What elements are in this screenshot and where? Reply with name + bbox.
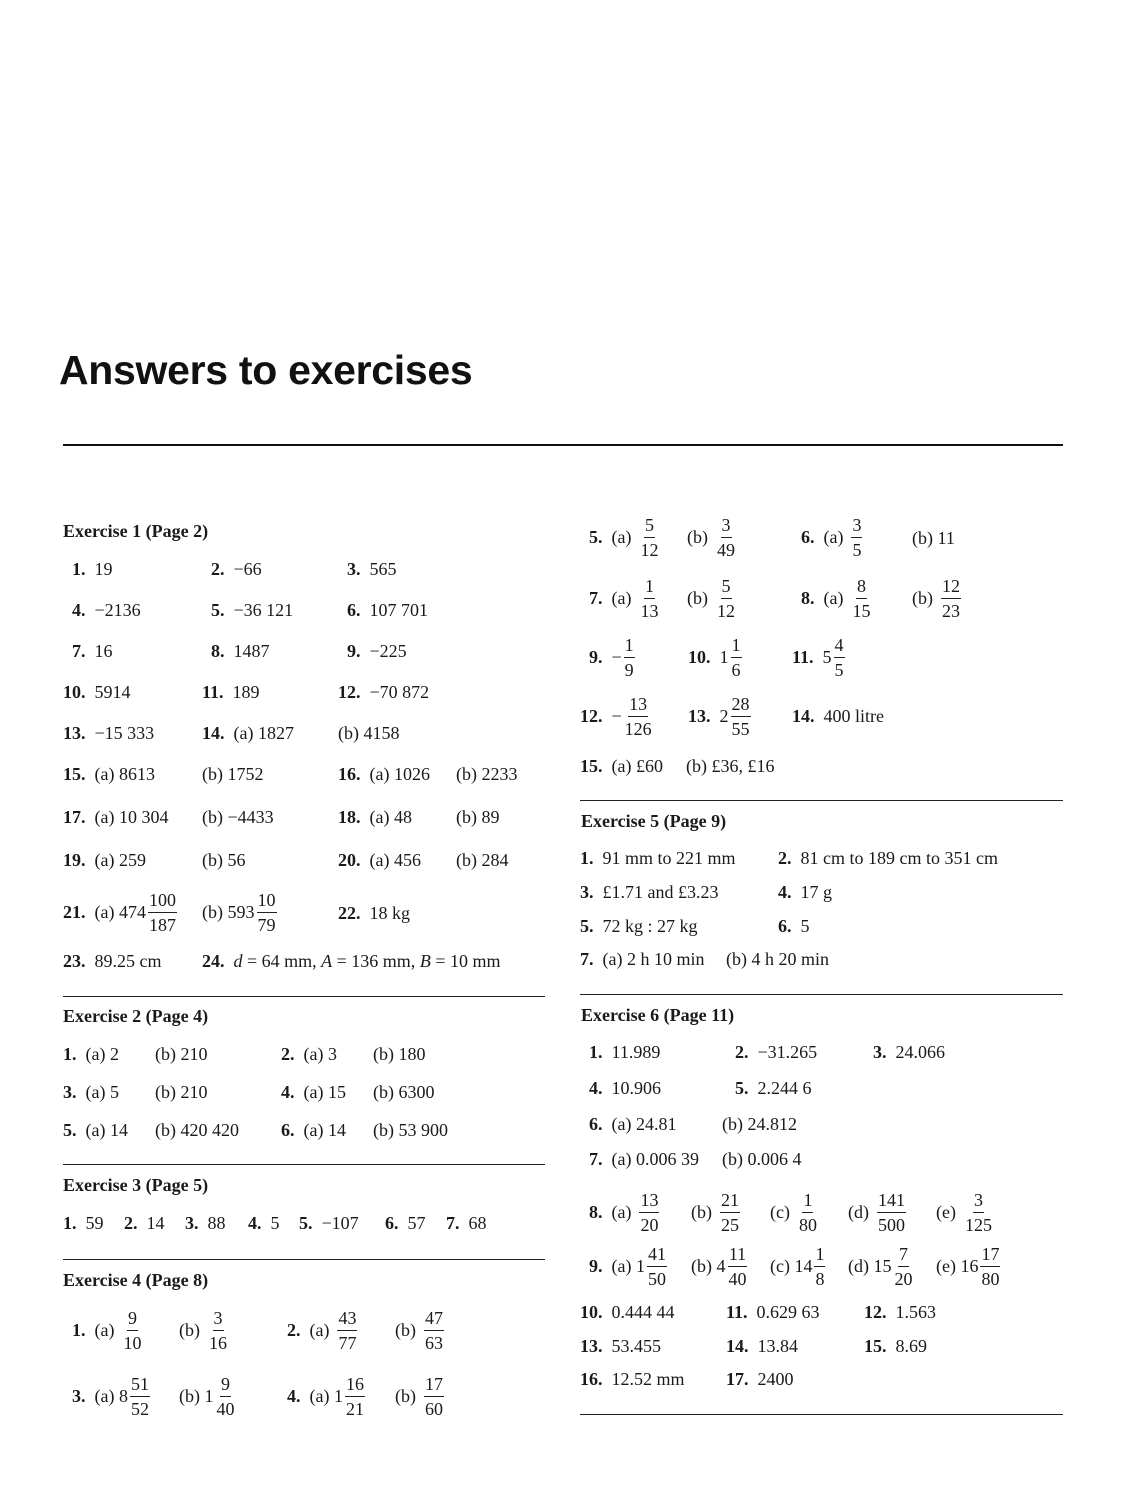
ex6-answer-9d: (d) 15 7 20	[848, 1243, 913, 1289]
ex4-answer-4: 4. (a) 1 16 21	[287, 1373, 364, 1419]
fraction: 1 80	[798, 1189, 817, 1235]
fraction: 5 12	[717, 575, 735, 621]
ex6-answer-11: 11. 0.629 63	[726, 1302, 820, 1322]
exercise-3-heading: Exercise 3 (Page 5)	[63, 1175, 209, 1195]
ex6-answer-1: 1. 11.989	[589, 1042, 661, 1062]
ex2-answer-5: 5. (a) 14	[63, 1120, 128, 1140]
ex1-answer-15b: (b) 1752	[202, 764, 264, 784]
fraction: 8 15	[852, 575, 871, 621]
ex1-answer-8: 8. 1487	[211, 641, 270, 661]
ex1-answer-1: 1. 19	[72, 559, 113, 579]
ex5-answer-7: 7. (a) 2 h 10 min	[580, 949, 705, 969]
ex4-answer-8b: (b) 12 23	[912, 575, 960, 621]
fraction: 9 40	[216, 1373, 235, 1419]
fraction: 7 20	[894, 1243, 913, 1289]
fraction: 28 55	[731, 693, 750, 739]
ex3-answer-5: 5. −107	[299, 1213, 359, 1233]
fraction: 3 49	[717, 514, 735, 560]
fraction: 9 10	[123, 1307, 142, 1353]
ex1-answer-7: 7. 16	[72, 641, 113, 661]
ex1-answer-24: 24. d = 64 mm, A = 136 mm, B = 10 mm	[202, 951, 501, 971]
ex1-answer-20b: (b) 284	[456, 850, 509, 870]
ex4-answer-3b: (b) 1 9 40	[179, 1373, 235, 1419]
ex4-answer-6: 6. (a) 3 5	[801, 514, 862, 560]
ex1-answer-17: 17. (a) 10 304	[63, 807, 169, 827]
fraction: 21 25	[721, 1189, 739, 1235]
section-divider	[63, 1259, 545, 1260]
ex4-answer-2b: (b) 47 63	[395, 1307, 443, 1353]
ex6-answer-9: 9. (a) 1 41 50	[589, 1243, 666, 1289]
ex2-answer-6b: (b) 53 900	[373, 1120, 448, 1140]
fraction: 1 8	[815, 1243, 825, 1289]
ex4-answer-2: 2. (a) 43 77	[287, 1307, 357, 1353]
fraction: 51 52	[130, 1373, 149, 1419]
ex3-answer-4: 4. 5	[248, 1213, 280, 1233]
ex2-answer-3: 3. (a) 5	[63, 1082, 119, 1102]
ex1-answer-10: 10. 5914	[63, 682, 131, 702]
ex6-answer-13: 13. 53.455	[580, 1336, 661, 1356]
ex6-answer-12: 12. 1.563	[864, 1302, 936, 1322]
exercise-4-heading: Exercise 4 (Page 8)	[63, 1270, 209, 1290]
fraction: 11 40	[728, 1243, 747, 1289]
fraction: 5 12	[640, 514, 659, 560]
exercise-6-heading: Exercise 6 (Page 11)	[581, 1005, 735, 1025]
fraction: 16 21	[345, 1373, 364, 1419]
section-divider	[63, 996, 545, 997]
ex4-answer-15: 15. (a) £60	[580, 756, 663, 776]
ex4-answer-1: 1. (a) 9 10	[72, 1307, 142, 1353]
ex5-answer-1: 1. 91 mm to 221 mm	[580, 848, 736, 868]
fraction: 1 6	[731, 634, 741, 680]
ex4-answer-4b: (b) 17 60	[395, 1373, 443, 1419]
ex5-answer-5: 5. 72 kg : 27 kg	[580, 916, 698, 936]
fraction: 17 60	[425, 1373, 443, 1419]
ex2-answer-3b: (b) 210	[155, 1082, 208, 1102]
ex1-answer-11: 11. 189	[202, 682, 260, 702]
ex4-answer-11: 11. 5 4 5	[792, 634, 844, 680]
ex6-answer-6: 6. (a) 24.81	[589, 1114, 677, 1134]
ex3-answer-1: 1. 59	[63, 1213, 104, 1233]
ex1-answer-21b: (b) 593 10 79	[202, 889, 276, 935]
ex6-answer-8e: (e) 3 125	[936, 1189, 992, 1235]
ex2-answer-1: 1. (a) 2	[63, 1044, 119, 1064]
ex4-answer-7b: (b) 5 12	[687, 575, 735, 621]
ex3-answer-3: 3. 88	[185, 1213, 226, 1233]
ex1-answer-15: 15. (a) 8613	[63, 764, 155, 784]
fraction: 100 187	[148, 889, 176, 935]
ex5-answer-3: 3. £1.71 and £3.23	[580, 882, 719, 902]
ex1-answer-14b: (b) 4158	[338, 723, 400, 743]
ex5-answer-4: 4. 17 g	[778, 882, 832, 902]
fraction: 17 80	[981, 1243, 1000, 1289]
ex1-answer-19: 19. (a) 259	[63, 850, 146, 870]
ex4-answer-5: 5. (a) 5 12	[589, 514, 659, 560]
fraction: 3 125	[964, 1189, 992, 1235]
ex4-answer-6b: (b) 11	[912, 528, 955, 548]
ex5-answer-7b: (b) 4 h 20 min	[726, 949, 829, 969]
ex1-answer-18: 18. (a) 48	[338, 807, 412, 827]
fraction: 10 79	[257, 889, 276, 935]
ex6-answer-5: 5. 2.244 6	[735, 1078, 812, 1098]
ex6-answer-8: 8. (a) 13 20	[589, 1189, 659, 1235]
ex4-answer-1b: (b) 3 16	[179, 1307, 227, 1353]
ex6-answer-6b: (b) 24.812	[722, 1114, 797, 1134]
ex6-answer-17: 17. 2400	[726, 1369, 794, 1389]
ex1-answer-4: 4. −2136	[72, 600, 141, 620]
section-divider	[63, 1164, 545, 1165]
ex2-answer-1b: (b) 210	[155, 1044, 208, 1064]
ex6-answer-14: 14. 13.84	[726, 1336, 798, 1356]
ex2-answer-5b: (b) 420 420	[155, 1120, 239, 1140]
ex1-answer-9: 9. −225	[347, 641, 407, 661]
ex6-answer-8c: (c) 1 80	[770, 1189, 817, 1235]
ex3-answer-6: 6. 57	[385, 1213, 426, 1233]
ex4-answer-14: 14. 400 litre	[792, 706, 884, 726]
ex1-answer-22: 22. 18 kg	[338, 903, 410, 923]
ex3-answer-7: 7. 68	[446, 1213, 487, 1233]
fraction: $\frac{1}{9}$	[624, 634, 634, 680]
ex6-answer-9c: (c) 14 1 8	[770, 1243, 825, 1289]
fraction: 43 77	[338, 1307, 357, 1353]
section-divider	[580, 800, 1063, 801]
section-divider	[580, 1414, 1063, 1415]
ex6-answer-4: 4. 10.906	[589, 1078, 661, 1098]
ex4-answer-15b: (b) £36, £16	[686, 756, 775, 776]
fraction: 3 16	[209, 1307, 227, 1353]
ex5-answer-2: 2. 81 cm to 189 cm to 351 cm	[778, 848, 998, 868]
ex2-answer-4: 4. (a) 15	[281, 1082, 346, 1102]
fraction: 1 13	[640, 575, 659, 621]
ex6-answer-7b: (b) 0.006 4	[722, 1149, 802, 1169]
exercise-2-heading: Exercise 2 (Page 4)	[63, 1006, 209, 1026]
fraction: 3 5	[852, 514, 862, 560]
ex3-answer-2: 2. 14	[124, 1213, 165, 1233]
ex1-answer-2: 2. −66	[211, 559, 262, 579]
ex1-answer-20: 20. (a) 456	[338, 850, 421, 870]
exercise-5-heading: Exercise 5 (Page 9)	[581, 811, 727, 831]
ex6-answer-16: 16. 12.52 mm	[580, 1369, 685, 1389]
fraction: 13 20	[640, 1189, 659, 1235]
ex1-answer-18b: (b) 89	[456, 807, 500, 827]
fraction: 41 50	[647, 1243, 666, 1289]
ex6-answer-7: 7. (a) 0.006 39	[589, 1149, 699, 1169]
ex6-answer-10: 10. 0.444 44	[580, 1302, 675, 1322]
ex1-answer-5: 5. −36 121	[211, 600, 294, 620]
ex1-answer-13: 13. −15 333	[63, 723, 155, 743]
ex2-answer-4b: (b) 6300	[373, 1082, 435, 1102]
ex1-answer-12: 12. −70 872	[338, 682, 430, 702]
ex6-answer-2: 2. −31.265	[735, 1042, 818, 1062]
ex1-answer-6: 6. 107 701	[347, 600, 428, 620]
page-title: Answers to exercises	[59, 347, 473, 393]
ex4-answer-5b: (b) 3 49	[687, 514, 735, 560]
section-divider	[580, 994, 1063, 995]
ex1-answer-19b: (b) 56	[202, 850, 246, 870]
ex4-answer-10: 10. 1 1 6	[688, 634, 741, 680]
ex1-answer-16b: (b) 2233	[456, 764, 518, 784]
ex6-answer-15: 15. 8.69	[864, 1336, 927, 1356]
ex1-answer-23: 23. 89.25 cm	[63, 951, 162, 971]
fraction: 4 5	[834, 634, 844, 680]
ex1-answer-3: 3. 565	[347, 559, 397, 579]
ex4-answer-7: 7. (a) 1 13	[589, 575, 659, 621]
exercise-1-heading: Exercise 1 (Page 2)	[63, 521, 209, 541]
ex4-answer-3: 3. (a) 8 51 52	[72, 1373, 149, 1419]
fraction: 141 500	[878, 1189, 905, 1235]
ex6-answer-9e: (e) 16 17 80	[936, 1243, 1000, 1289]
ex6-answer-8b: (b) 21 25	[691, 1189, 739, 1235]
ex2-answer-6: 6. (a) 14	[281, 1120, 346, 1140]
ex6-answer-9b: (b) 4 11 40	[691, 1243, 747, 1289]
ex5-answer-6: 6. 5	[778, 916, 810, 936]
ex4-answer-12: 12. − $\frac{13}{126}$	[580, 693, 652, 739]
fraction: 47 63	[425, 1307, 443, 1353]
ex4-answer-8: 8. (a) 8 15	[801, 575, 871, 621]
fraction: 12 23	[942, 575, 960, 621]
ex6-answer-3: 3. 24.066	[873, 1042, 945, 1062]
ex2-answer-2: 2. (a) 3	[281, 1044, 337, 1064]
ex2-answer-2b: (b) 180	[373, 1044, 426, 1064]
ex1-answer-16: 16. (a) 1026	[338, 764, 430, 784]
ex1-answer-17b: (b) −4433	[202, 807, 274, 827]
ex4-answer-13: 13. 2 28 55	[688, 693, 750, 739]
ex4-answer-9: 9. − $\frac{1}{9}$	[589, 634, 634, 680]
ex1-answer-21: 21. (a) 474 100 187	[63, 889, 176, 935]
ex6-answer-8d: (d) 141 500	[848, 1189, 905, 1235]
ex1-answer-14: 14. (a) 1827	[202, 723, 294, 743]
title-divider	[63, 444, 1063, 446]
fraction: $\frac{13}{126}$	[624, 693, 652, 739]
